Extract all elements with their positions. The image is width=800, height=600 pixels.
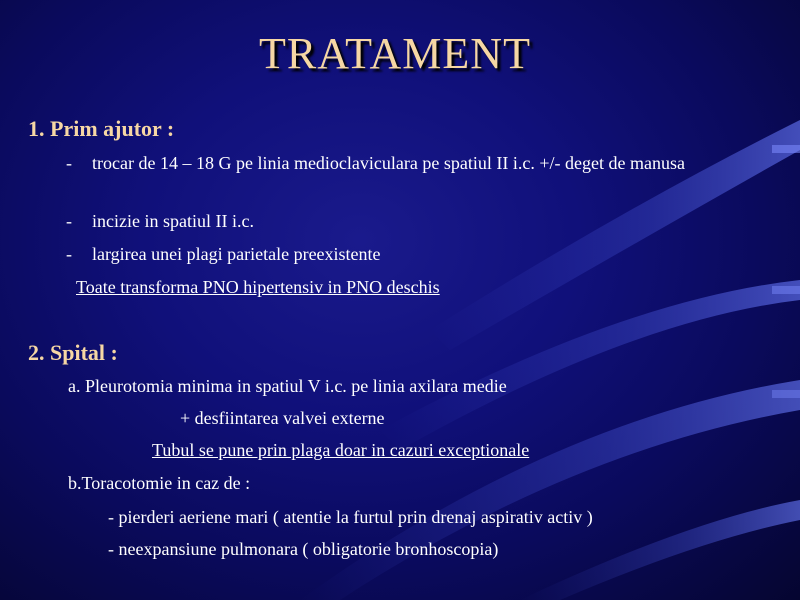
note-underlined: Toate transforma PNO hipertensiv in PNO deschis [76,277,440,297]
edge-highlight [772,286,800,294]
item-a-note-underlined: Tubul se pune prin plaga doar in cazuri exceptionale [152,440,530,460]
section-heading-spital: 2. Spital : [28,340,118,365]
item-b-subitem: - pierderi aeriene mari ( atentie la furtul prin drenaj aspirativ activ ) [108,507,593,527]
item-b-subitem: - neexpansiune pulmonara ( obligatorie bronhoscopia) [108,539,499,559]
swoosh-band [380,280,800,450]
item-a-extra: + desfiintarea valvei externe [180,408,385,428]
bullet-text: largirea unei plagi parietale preexistente [92,244,381,264]
bullet-text: trocar de 14 – 18 G pe linia medioclaviculara pe spatiul II i.c. +/- deget de manusa [92,153,685,173]
section-heading-prim-ajutor: 1. Prim ajutor : [28,116,175,141]
bullet-item [66,150,746,176]
item-a-text: a. Pleurotomia minima in spatiul V i.c. pe linia axilara medie [68,376,507,396]
bullet-item [66,241,746,267]
edge-highlight [772,145,800,153]
bullet-text: incizie in spatiul II i.c. [92,211,254,231]
slide-title: TRATAMENT [259,29,531,78]
bullet-marker: - [66,153,72,173]
edge-highlight [772,390,800,398]
bullet-marker: - [66,211,72,231]
item-b-text: b.Toracotomie in caz de : [68,473,251,493]
bullet-item [66,208,746,234]
bullet-marker: - [66,244,72,264]
